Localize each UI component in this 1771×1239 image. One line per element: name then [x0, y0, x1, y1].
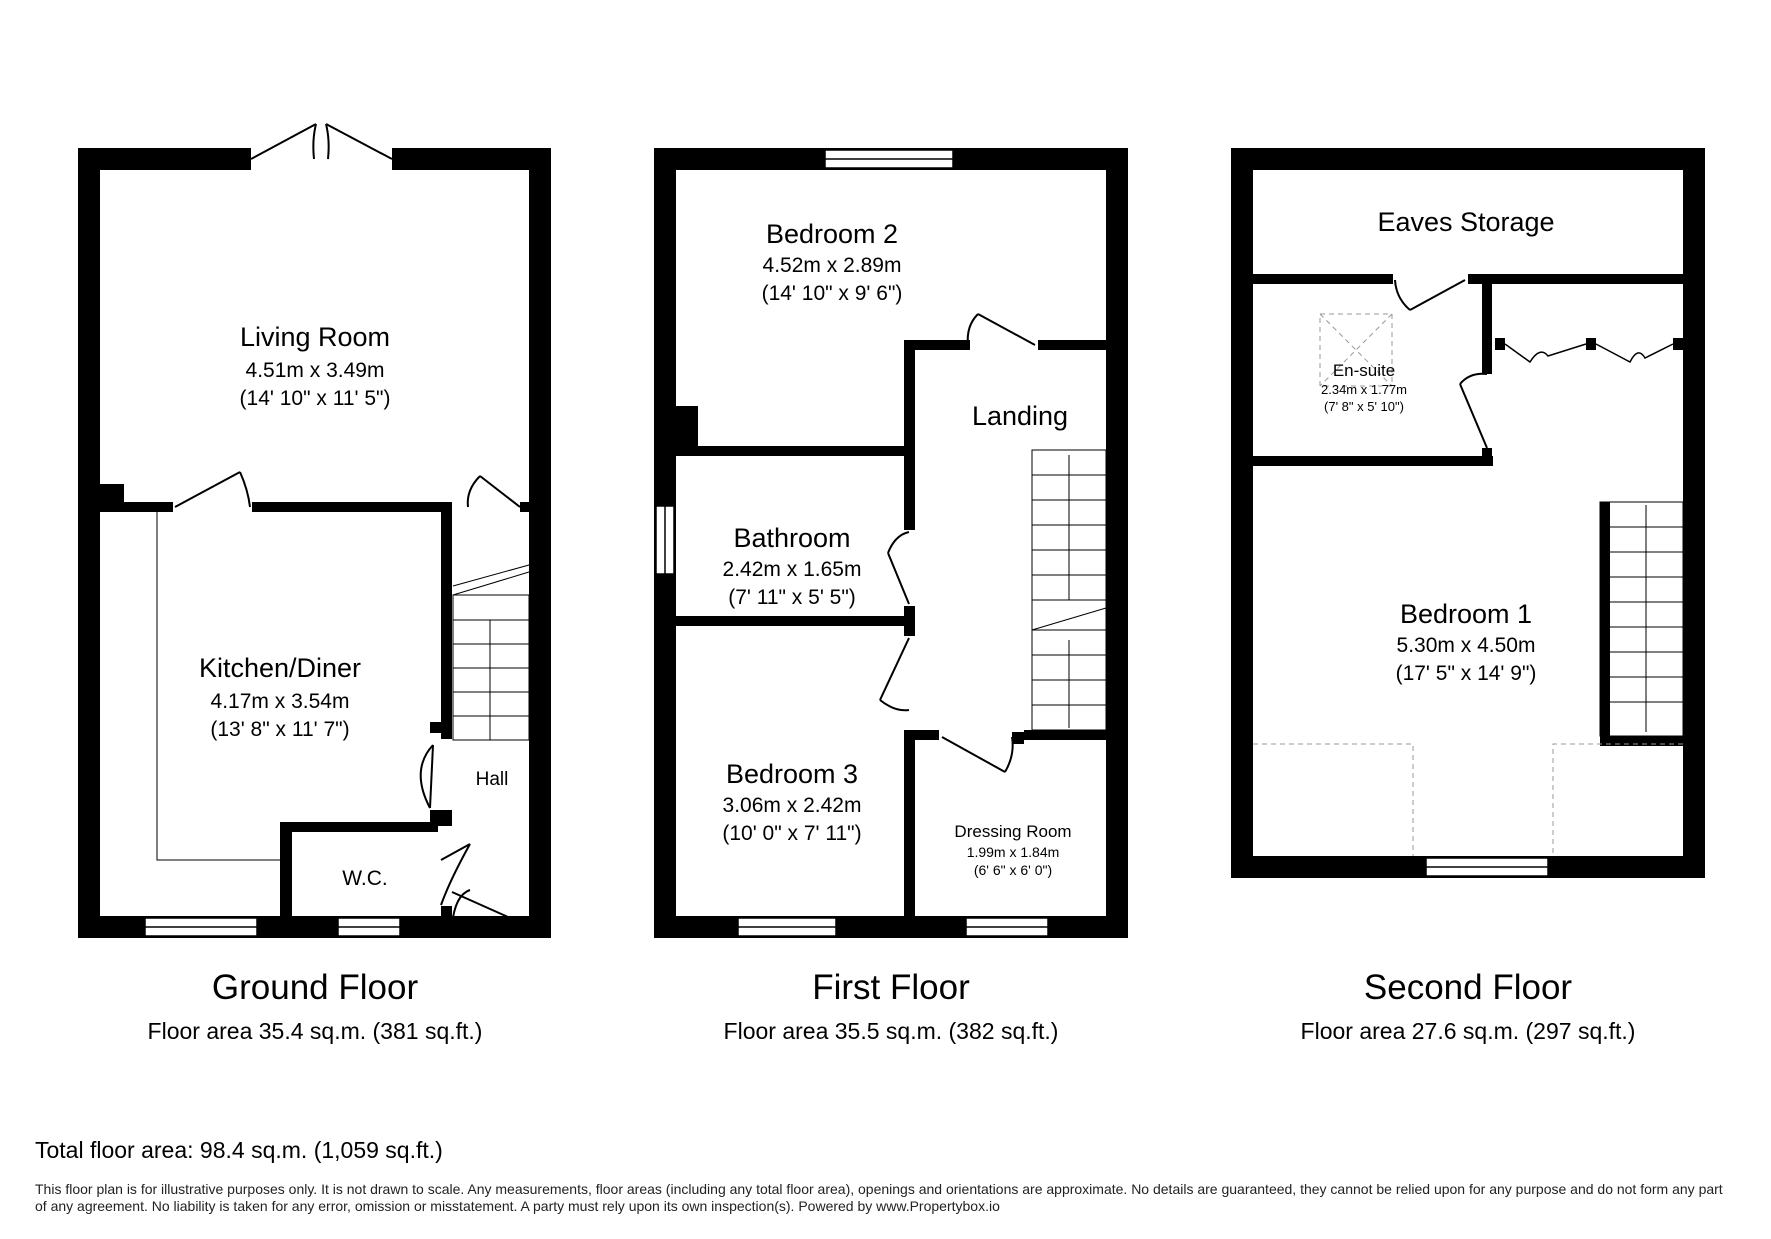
room-dims-metric: 2.34m x 1.77m [1321, 382, 1407, 397]
room-dims-metric: 4.17m x 3.54m [210, 690, 350, 713]
room-dims-imperial: (17' 5" x 14' 9") [1395, 662, 1537, 685]
room-dims-imperial: (13' 8" x 11' 7") [210, 718, 350, 741]
floor-area: Floor area 35.5 sq.m. (382 sq.ft.) [723, 1018, 1059, 1044]
floor-title: Ground Floor [211, 968, 419, 1007]
room-name: Eaves Storage [1377, 207, 1555, 237]
ground-floor-walls [78, 148, 551, 938]
room-labels [199, 207, 1555, 890]
room-name: W.C. [342, 867, 388, 890]
total-floor-area: Total floor area: 98.4 sq.m. (1,059 sq.ft.) [35, 1137, 443, 1163]
room-dims-metric: 5.30m x 4.50m [1396, 634, 1536, 657]
room-name: Bathroom [733, 523, 851, 553]
room-name: Dressing Room [954, 822, 1072, 841]
disclaimer-text: This floor plan is for illustrative purposes only. It is not drawn to scale. Any measurements, floor areas (including any total floor area), openings and orientations are approximate. No details are guaranteed, they cannot be relied upon for any purpose and do not form any part of any agreement. No liability is taken for any error, omission or misstatement. A party must rely upon its own inspection(s). Powered by www.Propertybox.io [35, 1181, 1723, 1214]
room-name: Landing [971, 401, 1069, 431]
first-floor-doors [880, 314, 1035, 772]
room-name: Bedroom 3 [725, 759, 859, 789]
room-dims-metric: 4.52m x 2.89m [762, 254, 902, 277]
floor-area: Floor area 27.6 sq.m. (297 sq.ft.) [1300, 1018, 1636, 1044]
floor-title: First Floor [812, 968, 970, 1007]
room-dims-metric: 4.51m x 3.49m [245, 359, 385, 382]
ground-floor-fixtures [157, 512, 529, 860]
ground-floor-doors [175, 124, 526, 925]
room-name: Hall [475, 769, 509, 790]
second-floor-doors [1395, 280, 1673, 448]
room-dims-imperial: (7' 11" x 5' 5") [728, 586, 856, 609]
floor-title: Second Floor [1363, 968, 1573, 1007]
room-dims-metric: 2.42m x 1.65m [722, 558, 862, 581]
room-dims-imperial: (14' 10" x 9' 6") [761, 282, 903, 305]
room-name: En-suite [1332, 361, 1396, 380]
first-floor-stairs [1032, 450, 1106, 730]
room-name: Bedroom 2 [765, 219, 899, 249]
room-name: Bedroom 1 [1399, 599, 1533, 629]
second-floor-windows [1426, 858, 1548, 876]
room-dims-metric: 3.06m x 2.42m [722, 794, 862, 817]
second-floor-walls [1231, 148, 1705, 878]
room-dims-imperial: (10' 0" x 7' 11") [722, 822, 862, 845]
room-name: Kitchen/Diner [198, 653, 362, 683]
room-dims-metric: 1.99m x 1.84m [966, 844, 1060, 860]
second-floor-fixtures [1253, 314, 1683, 856]
second-floor-plan [1231, 148, 1705, 878]
ground-floor-plan [78, 124, 551, 938]
floor-area: Floor area 35.4 sq.m. (381 sq.ft.) [147, 1018, 483, 1044]
room-dims-imperial: (14' 10" x 11' 5") [239, 387, 391, 410]
room-dims-imperial: (6' 6" x 6' 0") [973, 862, 1053, 878]
room-dims-imperial: (7' 8" x 5' 10") [1324, 399, 1404, 414]
room-name: Living Room [239, 322, 391, 352]
